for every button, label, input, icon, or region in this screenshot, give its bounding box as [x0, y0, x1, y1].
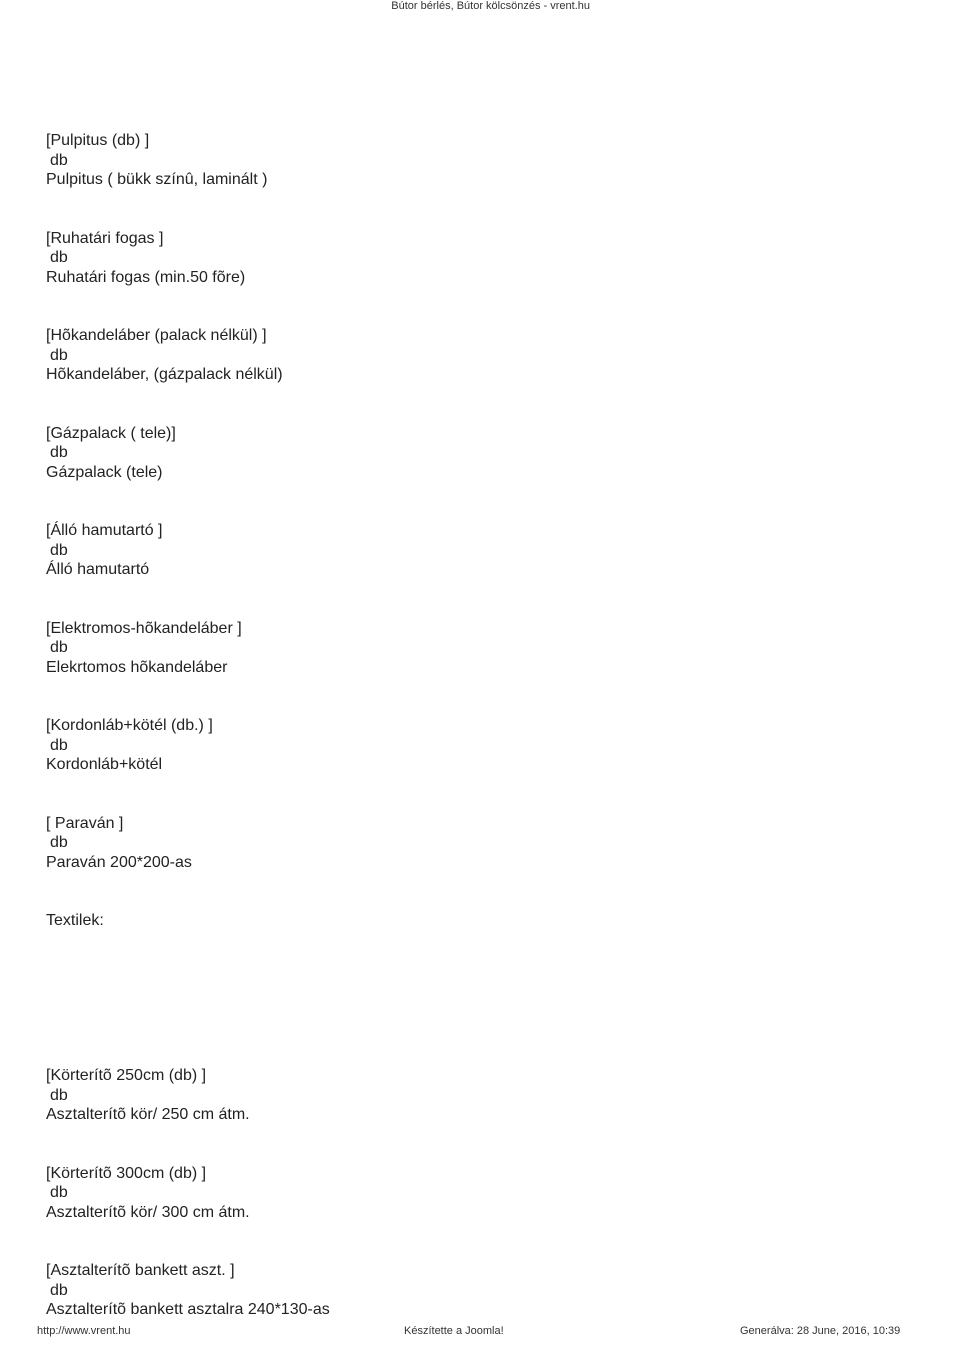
list-item	[46, 619, 926, 717]
list-item	[46, 716, 926, 814]
footer-generated: Generálva: 28 June, 2016, 10:39	[740, 1325, 901, 1337]
footer-url[interactable]: http://www.vrent.hu	[37, 1325, 131, 1337]
item-description: Gázpalack (tele)	[46, 463, 163, 481]
item-quantity: db	[50, 444, 68, 461]
list-item	[46, 1066, 926, 1164]
item-code: [Asztalterítõ bankett aszt. ]	[46, 1262, 235, 1279]
item-code: [Gázpalack ( tele)]	[46, 424, 176, 442]
item-quantity: db	[50, 1281, 68, 1299]
item-description: Asztalterítõ kör/ 250 cm átm.	[46, 1106, 250, 1123]
item-description: Ruhatári fogas (min.50 fõre)	[46, 268, 246, 286]
item-description: Elekrtomos hõkandeláber	[46, 658, 228, 676]
page-header-title: Bútor bérlés, Bútor kölcsönzés - vrent.hu	[391, 0, 590, 12]
list-item	[46, 1261, 926, 1359]
item-code: [Kordonláb+kötél (db.) ]	[46, 717, 213, 734]
product-list	[46, 131, 926, 1359]
list-item	[46, 814, 926, 912]
item-quantity: db	[50, 151, 68, 169]
item-quantity: db	[50, 541, 68, 559]
list-item	[46, 521, 926, 619]
item-quantity: db	[50, 346, 68, 364]
item-quantity: db	[50, 736, 68, 754]
item-quantity: db	[50, 1086, 68, 1104]
item-quantity: db	[50, 639, 68, 656]
item-description: Hõkandeláber, (gázpalack nélkül)	[46, 366, 283, 383]
item-quantity: db	[50, 249, 68, 266]
list-item	[46, 326, 926, 424]
item-quantity: db	[50, 1184, 68, 1201]
item-description: Pulpitus ( bükk színû, laminált )	[46, 171, 268, 188]
section-title: Textilek:	[46, 912, 104, 929]
footer-made-by: Készítette a Joomla!	[404, 1325, 504, 1337]
product-group-furniture	[46, 131, 926, 911]
item-code: [ Paraván ]	[46, 814, 124, 832]
item-code: [Elektromos-hõkandeláber ]	[46, 619, 242, 637]
item-quantity: db	[50, 834, 68, 851]
list-item	[46, 229, 926, 327]
item-description: Álló hamutartó	[46, 561, 150, 578]
item-description: Kordonláb+kötél	[46, 756, 163, 773]
product-group-textiles	[46, 1066, 926, 1359]
item-code: [Körterítõ 250cm (db) ]	[46, 1067, 207, 1084]
list-item	[46, 131, 926, 229]
item-description: Paraván 200*200-as	[46, 853, 192, 871]
item-description: Asztalterítõ bankett asztalra 240*130-as	[46, 1301, 330, 1318]
list-item	[46, 424, 926, 522]
item-code: [Hõkandeláber (palack nélkül) ]	[46, 327, 267, 344]
item-code: [Ruhatári fogas ]	[46, 229, 164, 247]
list-item	[46, 1164, 926, 1262]
item-code: [Körterítõ 300cm (db) ]	[46, 1164, 207, 1182]
item-code: [Álló hamutartó ]	[46, 522, 163, 539]
item-description: Asztalterítõ kör/ 300 cm átm.	[46, 1203, 250, 1221]
item-code: [Pulpitus (db) ]	[46, 132, 150, 149]
